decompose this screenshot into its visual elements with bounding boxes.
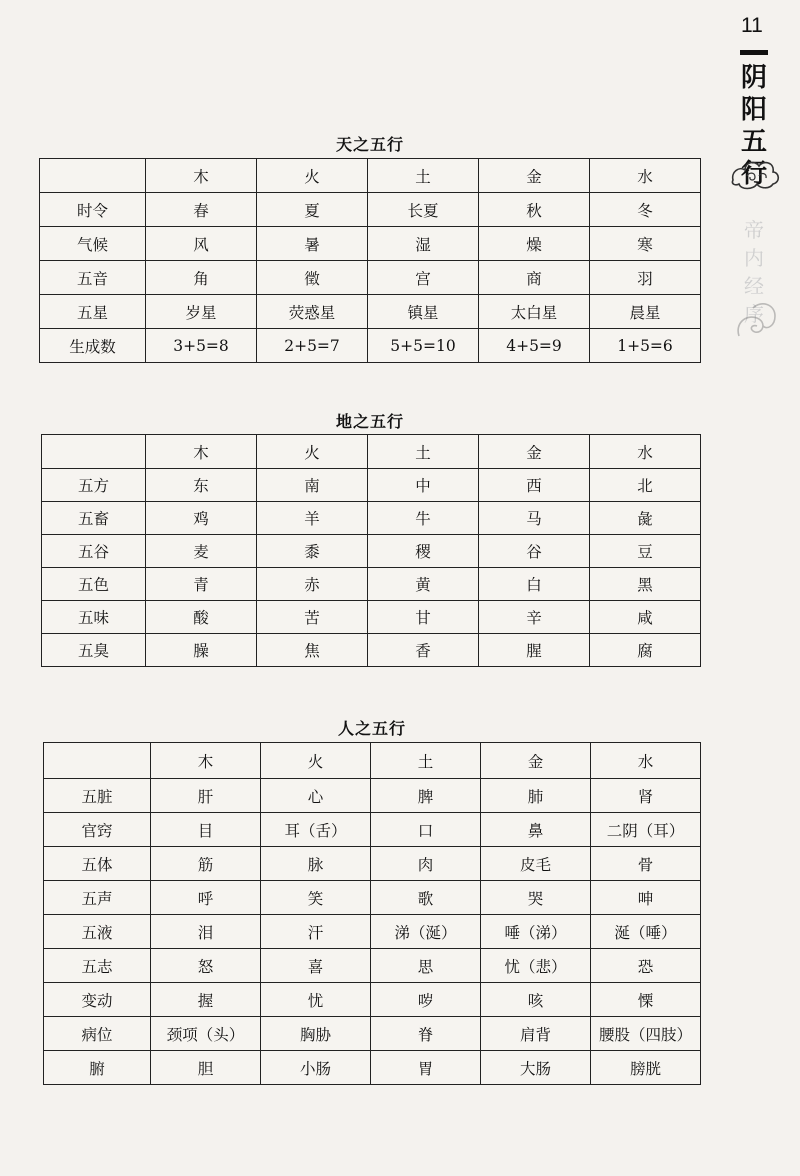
table-cell: 颈项（头） xyxy=(151,1017,261,1051)
table-cell: 春 xyxy=(146,193,257,227)
row-label: 五星 xyxy=(40,295,146,329)
table-cell: 赤 xyxy=(257,568,368,601)
table-row xyxy=(44,813,701,847)
row-label: 五体 xyxy=(44,847,151,881)
row-label: 五味 xyxy=(42,601,146,634)
table-cell: 太白星 xyxy=(479,295,590,329)
table-cell: 2+5=7 xyxy=(257,329,368,363)
table-cell: 马 xyxy=(479,502,590,535)
row-label: 五液 xyxy=(44,915,151,949)
row-label: 病位 xyxy=(44,1017,151,1051)
table-cell: 夏 xyxy=(257,193,368,227)
table-cell: 二阴（耳） xyxy=(591,813,701,847)
table-cell: 胃 xyxy=(371,1051,481,1085)
table-cell: 焦 xyxy=(257,634,368,667)
table-cell: 膀胱 xyxy=(591,1051,701,1085)
row-label: 变动 xyxy=(44,983,151,1017)
human-five-elements-table xyxy=(43,742,701,1085)
table-cell: 暑 xyxy=(257,227,368,261)
table-cell: 冬 xyxy=(590,193,701,227)
table-cell: 哭 xyxy=(481,881,591,915)
swirl-ornament-icon xyxy=(733,296,781,346)
table-title-heaven: 天之五行 xyxy=(335,135,404,154)
table-cell: 酸 xyxy=(146,601,257,634)
table-header-row xyxy=(44,743,701,779)
table-cell: 宫 xyxy=(368,261,479,295)
table-row xyxy=(42,601,701,634)
table-cell: 忧（悲） xyxy=(481,949,591,983)
table-cell: 歌 xyxy=(371,881,481,915)
table-cell: 恐 xyxy=(591,949,701,983)
header-corner xyxy=(40,159,146,193)
table-cell: 角 xyxy=(146,261,257,295)
table-cell: 鼻 xyxy=(481,813,591,847)
heaven-five-elements-table xyxy=(39,158,701,363)
table-row xyxy=(44,1017,701,1051)
table-cell: 东 xyxy=(146,469,257,502)
table-cell: 笑 xyxy=(261,881,371,915)
page-number: 11 xyxy=(741,14,763,37)
row-label: 腑 xyxy=(44,1051,151,1085)
row-label: 五方 xyxy=(42,469,146,502)
header-cell: 水 xyxy=(590,435,701,469)
table-cell: 谷 xyxy=(479,535,590,568)
table-cell: 北 xyxy=(590,469,701,502)
header-cell: 水 xyxy=(590,159,701,193)
earth-five-elements-table xyxy=(41,434,701,667)
table-row xyxy=(44,949,701,983)
table-cell: 肺 xyxy=(481,779,591,813)
header-cell: 火 xyxy=(257,435,368,469)
table-cell: 晨星 xyxy=(590,295,701,329)
table-cell: 商 xyxy=(479,261,590,295)
table-row xyxy=(44,847,701,881)
table-cell: 握 xyxy=(151,983,261,1017)
table-header-row xyxy=(42,435,701,469)
table-cell: 口 xyxy=(371,813,481,847)
table-row xyxy=(42,634,701,667)
table-cell: 汗 xyxy=(261,915,371,949)
table-cell: 香 xyxy=(368,634,479,667)
table-row xyxy=(42,502,701,535)
cloud-ornament-icon xyxy=(729,156,781,192)
table-cell: 苦 xyxy=(257,601,368,634)
row-label: 生成数 xyxy=(40,329,146,363)
table-cell: 目 xyxy=(151,813,261,847)
table-row xyxy=(40,295,701,329)
table-cell: 3+5=8 xyxy=(146,329,257,363)
header-cell: 土 xyxy=(371,743,481,779)
row-label: 五臭 xyxy=(42,634,146,667)
table-cell: 5+5=10 xyxy=(368,329,479,363)
table-header-row xyxy=(40,159,701,193)
table-row xyxy=(42,535,701,568)
table-cell: 哕 xyxy=(371,983,481,1017)
table-cell: 腐 xyxy=(590,634,701,667)
header-cell: 木 xyxy=(146,159,257,193)
table-cell: 咳 xyxy=(481,983,591,1017)
header-cell: 火 xyxy=(257,159,368,193)
table-cell: 青 xyxy=(146,568,257,601)
table-cell: 1+5=6 xyxy=(590,329,701,363)
table-cell: 彘 xyxy=(590,502,701,535)
row-label: 时令 xyxy=(40,193,146,227)
table-cell: 羽 xyxy=(590,261,701,295)
table-cell: 寒 xyxy=(590,227,701,261)
table-cell: 思 xyxy=(371,949,481,983)
table-cell: 胸胁 xyxy=(261,1017,371,1051)
row-label: 五色 xyxy=(42,568,146,601)
table-cell: 西 xyxy=(479,469,590,502)
row-label: 五脏 xyxy=(44,779,151,813)
table-cell: 涎（唾） xyxy=(591,915,701,949)
header-corner xyxy=(42,435,146,469)
table-cell: 喜 xyxy=(261,949,371,983)
table-cell: 黄 xyxy=(368,568,479,601)
table-row xyxy=(40,227,701,261)
table-cell: 岁星 xyxy=(146,295,257,329)
table-row xyxy=(40,193,701,227)
table-cell: 肉 xyxy=(371,847,481,881)
table-row xyxy=(44,779,701,813)
table-row xyxy=(44,881,701,915)
row-label: 官窍 xyxy=(44,813,151,847)
table-cell: 肾 xyxy=(591,779,701,813)
table-cell: 羊 xyxy=(257,502,368,535)
table-cell: 肩背 xyxy=(481,1017,591,1051)
header-cell: 木 xyxy=(151,743,261,779)
table-cell: 涕（涎） xyxy=(371,915,481,949)
table-cell: 脊 xyxy=(371,1017,481,1051)
table-cell: 呼 xyxy=(151,881,261,915)
table-cell: 牛 xyxy=(368,502,479,535)
table-row xyxy=(44,1051,701,1085)
table-cell: 腰股（四肢） xyxy=(591,1017,701,1051)
table-row xyxy=(42,568,701,601)
table-cell: 黑 xyxy=(590,568,701,601)
table-row xyxy=(44,983,701,1017)
header-cell: 金 xyxy=(481,743,591,779)
header-cell: 水 xyxy=(591,743,701,779)
table-cell: 唾（涕） xyxy=(481,915,591,949)
table-cell: 泪 xyxy=(151,915,261,949)
header-cell: 土 xyxy=(368,159,479,193)
table-cell: 风 xyxy=(146,227,257,261)
table-cell: 长夏 xyxy=(368,193,479,227)
table-cell: 徵 xyxy=(257,261,368,295)
chapter-title: 阴阳五行 xyxy=(740,63,767,189)
table-cell: 稷 xyxy=(368,535,479,568)
row-label: 五谷 xyxy=(42,535,146,568)
table-cell: 胆 xyxy=(151,1051,261,1085)
table-cell: 臊 xyxy=(146,634,257,667)
table-cell: 鸡 xyxy=(146,502,257,535)
faint-sidebar-text: 帝 内 经 序 xyxy=(744,218,764,326)
table-cell: 肝 xyxy=(151,779,261,813)
table-cell: 腥 xyxy=(479,634,590,667)
row-label: 五志 xyxy=(44,949,151,983)
table-cell: 小肠 xyxy=(261,1051,371,1085)
table-cell: 筋 xyxy=(151,847,261,881)
table-cell: 镇星 xyxy=(368,295,479,329)
table-cell: 耳（舌） xyxy=(261,813,371,847)
table-cell: 秋 xyxy=(479,193,590,227)
table-row xyxy=(42,469,701,502)
table-cell: 慄 xyxy=(591,983,701,1017)
row-label: 气候 xyxy=(40,227,146,261)
table-title-earth: 地之五行 xyxy=(335,412,404,431)
table-cell: 黍 xyxy=(257,535,368,568)
header-cell: 火 xyxy=(261,743,371,779)
table-title-human: 人之五行 xyxy=(337,719,406,738)
table-cell: 大肠 xyxy=(481,1051,591,1085)
table-row xyxy=(40,261,701,295)
table-cell: 辛 xyxy=(479,601,590,634)
table-cell: 南 xyxy=(257,469,368,502)
table-cell: 骨 xyxy=(591,847,701,881)
table-cell: 皮毛 xyxy=(481,847,591,881)
table-row xyxy=(40,329,701,363)
header-cell: 土 xyxy=(368,435,479,469)
table-cell: 心 xyxy=(261,779,371,813)
table-cell: 忧 xyxy=(261,983,371,1017)
table-cell: 脉 xyxy=(261,847,371,881)
sidebar-rule xyxy=(740,50,768,55)
header-corner xyxy=(44,743,151,779)
table-cell: 白 xyxy=(479,568,590,601)
header-cell: 金 xyxy=(479,435,590,469)
row-label: 五畜 xyxy=(42,502,146,535)
row-label: 五音 xyxy=(40,261,146,295)
header-cell: 木 xyxy=(146,435,257,469)
table-cell: 麦 xyxy=(146,535,257,568)
table-cell: 燥 xyxy=(479,227,590,261)
table-cell: 咸 xyxy=(590,601,701,634)
table-cell: 荧惑星 xyxy=(257,295,368,329)
table-cell: 中 xyxy=(368,469,479,502)
table-cell: 脾 xyxy=(371,779,481,813)
table-row xyxy=(44,915,701,949)
table-cell: 怒 xyxy=(151,949,261,983)
header-cell: 金 xyxy=(479,159,590,193)
table-cell: 呻 xyxy=(591,881,701,915)
table-cell: 湿 xyxy=(368,227,479,261)
row-label: 五声 xyxy=(44,881,151,915)
table-cell: 豆 xyxy=(590,535,701,568)
table-cell: 甘 xyxy=(368,601,479,634)
table-cell: 4+5=9 xyxy=(479,329,590,363)
